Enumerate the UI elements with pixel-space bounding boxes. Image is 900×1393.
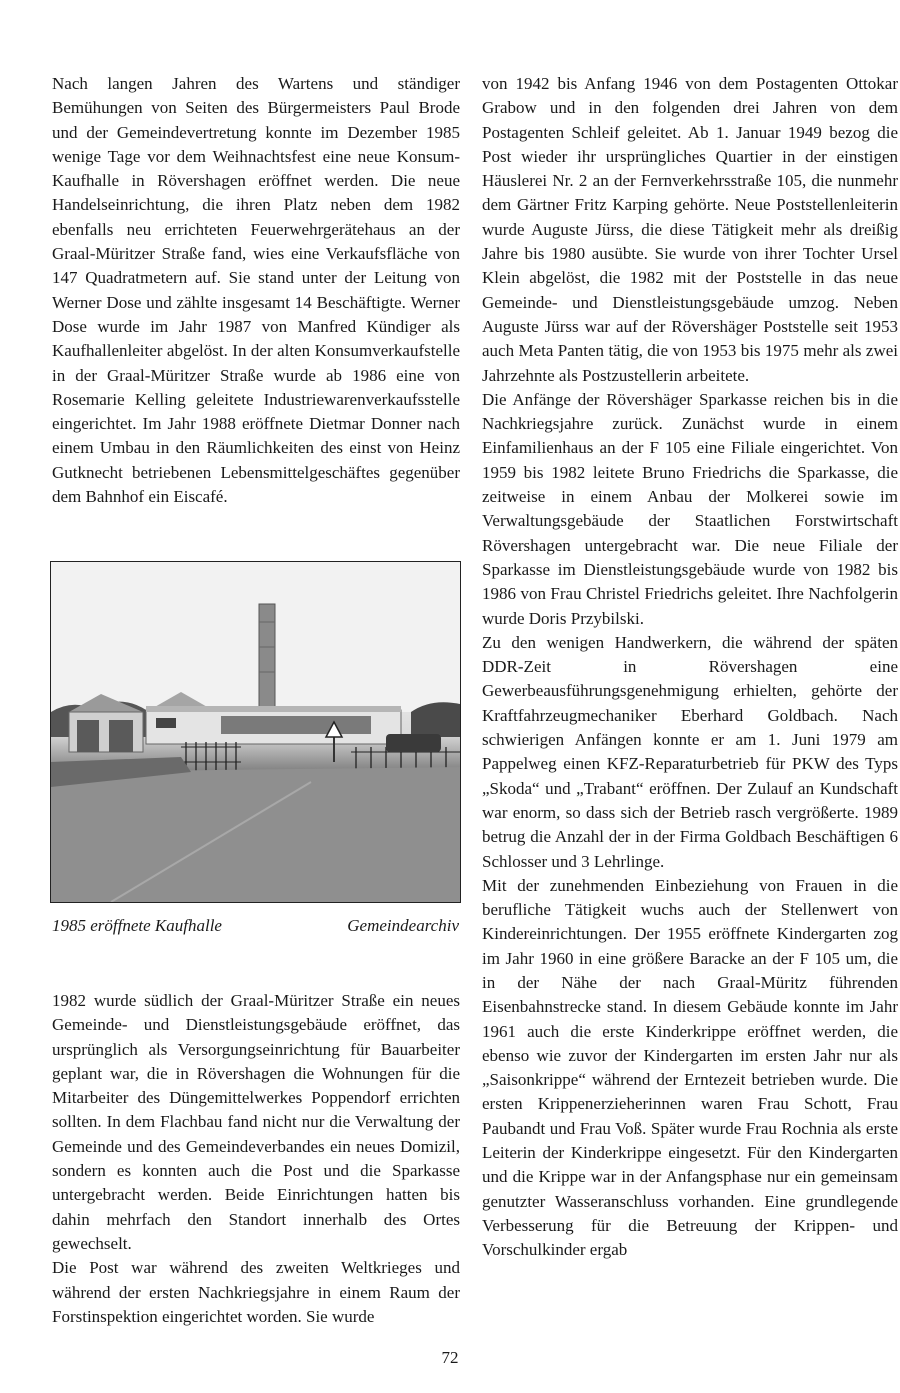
photo-credit: Gemeindearchiv [347,916,459,935]
photo-caption [52,916,459,936]
left-column-bottom [52,989,460,1329]
left-column-top [52,72,460,509]
page-number: 72 [441,1348,459,1367]
paragraph: 1982 wurde südlich der Graal-Müritzer Straße ein neues Gemeinde- und Dienstleistungsgebäude eröffnet, das ursprünglich als Versorgungseinrichtung für Bauarbeiter geplant war, die in Rövershagen die Wohnungen für die Mitarbeiter des Düngemittelwerkes Poppendorf errichten sollten. In dem Flachbau fand nicht nur die Verwaltung der Gemeinde und des Gemeindeverbandes ein neues Domizil, sondern es konnten auch die Post und die Sparkasse untergebracht werden. Beide Einrichtungen hatten bis dahin mehrfach den Standort innerhalb des Ortes gewechselt. [52,991,460,1253]
caption-text: 1985 eröffnete Kaufhalle [52,916,222,935]
paragraph: Nach langen Jahren des Wartens und ständiger Bemühungen von Seiten des Bürgermeisters Paul Brode und der Gemeindevertretung konnte im Dezember 1985 wenige Tage vor dem Weihnachtsfest eine neue Konsum-Kaufhalle in Rövershagen eröffnet werden. Die neue Handelseinrichtung, die ihren Platz neben dem 1982 ebenfalls neu errichteten Feuerwehrgerätehaus an der Graal-Müritzer Straße fand, wies eine Verkaufsfläche von 147 Quadratmetern auf. Sie stand unter der Leitung von Werner Dose und zählte insgesamt 14 Beschäftigte. Werner Dose wurde im Jahr 1987 von Manfred Kündiger als Kaufhallenleiter abgelöst. In der alten Konsumverkaufstelle in der Graal-Müritzer Straße wurde ab 1986 eine von Rosemarie Kelling geleitete Industriewarenverkaufsstelle eingerichtet. Im Jahr 1988 eröffnete Dietmar Donner nach einem Umbau in den Räumlichkeiten des einst von Heinz Gutknecht betriebenen Lebensmittelgeschäftes gegenüber dem Bahnhof ein Eiscafé. [52,74,460,507]
paragraph: Die Anfänge der Rövershäger Sparkasse reichen bis in die Nachkriegsjahre zurück. Zunächst wurde in einem Einfamilienhaus an der F 105 eine Filiale eingerichtet. Von 1959 bis 1982 leitete Bruno Friedrichs die Sparkasse, die zeitweise in einem Anbau der Molkerei sowie im Verwaltungsgebäude der Staatlichen Forstwirtschaft Rövershagen untergebracht war. Die neue Filiale der Sparkasse im Dienstleistungsgebäude wurde von 1982 bis 1986 von Frau Christel Friedrichs geleitet. Ihre Nachfolgerin wurde Doris Przybilski. [482,389,898,628]
paragraph: Die Post war während des zweiten Weltkrieges und während der ersten Nachkriegsjahre in einem Raum der Forstinspektion eingerichtet worden. Sie wurde [52,1258,460,1326]
kaufhalle-photo [50,561,461,903]
paragraph: Zu den wenigen Handwerkern, die während der späten DDR-Zeit in Rövershagen eine Gewerbeausführungsgenehmigung erhielten, gehörte der Kraftfahrzeugmechaniker Eberhard Goldbach. Nach schwierigen Anfängen konnte er am 1. Juni 1979 am Pappelweg einen KFZ-Reparaturbetrieb für PKW des Typs „Skoda“ und „Trabant“ eröffnen. Der Zulauf an Kundschaft war enorm, so dass sich der Betrieb rasch vergrößerte. 1989 betrug die Anzahl der in der Firma Goldbach Beschäftigen 6 Schlosser und 3 Lehrlinge. [482,632,898,871]
paragraph: von 1942 bis Anfang 1946 von dem Postagenten Ottokar Grabow und in den folgenden drei Jahren von dem Postagenten Schleif geleitet. Ab 1. Januar 1949 bezog die Post wieder ihr ursprüngliches Quartier in der einstigen Häuslerei Nr. 2 an der Fernverkehrsstraße 105, die nunmehr dem Gärtner Fritz Karping gehörte. Neue Poststellenleiterin wurde Auguste Jürss, die diese Tätigkeit mehr als dreißig Jahre bis 1980 ausübte. Sie wurde von ihrer Tochter Ursel Klein abgelöst, die 1982 mit der Poststelle in das neue Gemeinde- und Dienstleistungsgebäude umzog. Neben Auguste Jürss war auf der Rövershäger Poststelle seit 1953 auch Meta Panten tätig, die von 1953 bis 1975 mehr als zwei Jahrzehnte als Postzustellerin arbeitete. [482,74,898,385]
paragraph: Mit der zunehmenden Einbeziehung von Frauen in die berufliche Tätigkeit wuchs auch der Stellenwert von Kindereinrichtungen. Der 1955 eröffnete Kindergarten zog im Jahr 1960 in eine größere Baracke an der F 105 um, die in der Nähe der nach Graal-Müritz führenden Eisenbahnstrecke stand. In diesem Gebäude konnte im Jahr 1961 auch die erste Kinderkrippe eröffnet werden, die ebenso wie zuvor der Kindergarten im ersten Jahr nur als „Saisonkrippe“ während der Erntezeit betrieben wurde. Die ersten Krippenerzieherinnen waren Frau Schott, Frau Paubandt und Frau Voß. Später wurde Frau Rochnia als erste Leiterin der Kinderkrippe eingesetzt. Für den Kindergarten und die Krippe war in der Anfangsphase nur ein gemeinsam genutzter Wasseranschluss vorhanden. Eine grundlegende Verbesserung für die Betreuung der Krippen- und Vorschulkinder ergab [482,875,898,1260]
right-column [482,72,898,1263]
